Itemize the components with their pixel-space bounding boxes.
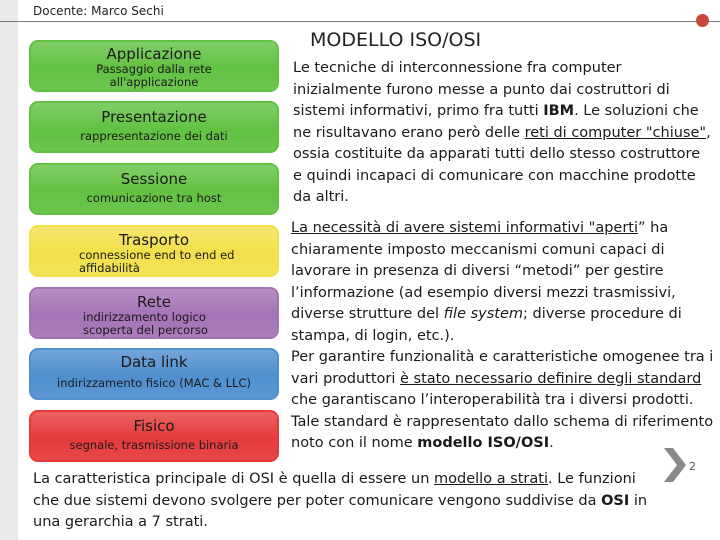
layer-name: Sessione: [120, 170, 188, 188]
layer-desc: Passaggio dalla rete all'applicazione: [96, 62, 212, 89]
text: . Le soluzioni che ne risultavano erano però delle: [293, 103, 699, 141]
text: , ossia costituite da apparati tutti dello stesso costruttore e quindi incapaci di comunicare con macchine prodotte da altri.: [293, 124, 711, 205]
layer-name: Presentazione: [101, 108, 207, 126]
bold-text: IBM: [543, 103, 575, 119]
chevron-right-icon[interactable]: [664, 448, 686, 482]
paragraph-strati: [33, 469, 665, 534]
underlined-text: modello a strati: [434, 471, 548, 487]
layer-data-link: [29, 348, 279, 400]
bold-text: OSI: [601, 492, 630, 509]
underlined-text: La necessità di avere sistemi informativi "aperti: [291, 220, 639, 236]
paragraph-aperti: [291, 218, 709, 347]
header-rule: [0, 21, 720, 22]
layer-rete: [29, 287, 279, 339]
layer-trasporto: [29, 225, 279, 277]
text: ; diverse procedure di stampa, di login, etc.).: [291, 306, 682, 344]
slide-title: MODELLO ISO/OSI: [310, 29, 482, 51]
paragraph-standard: [291, 347, 719, 455]
layer-desc: indirizzamento fisico (MAC & LLC): [57, 376, 251, 390]
text: ” ha chiaramente imposto meccanismi comuni capaci di lavorare in presenza di diversi “metodi” per gestire l’informazione (ad esempio diversi mezzi trasmissivi, diverse strutture del: [291, 220, 676, 322]
layer-presentazione: [29, 101, 279, 153]
layer-desc: segnale, trasmissione binaria: [69, 438, 239, 452]
layer-desc: connessione end to end ed affidabilità: [79, 248, 235, 275]
layer-sessione: [29, 163, 279, 215]
layer-name: Applicazione: [106, 45, 202, 63]
layer-name: Rete: [136, 293, 172, 311]
paragraph-intro: [293, 58, 713, 209]
layer-desc: rappresentazione dei dati: [80, 129, 228, 143]
text: La caratteristica principale di OSI è quella di essere un: [33, 471, 435, 487]
layer-name: Trasporto: [118, 231, 190, 249]
bold-text: modello ISO/OSI: [417, 435, 550, 451]
italic-text: file system: [443, 306, 524, 322]
text: Le tecniche di interconnessione fra computer inizialmente furono messe a punto dai costruttori di sistemi informativi, primo fra tutti: [293, 60, 670, 119]
text: che garantiscano l’interoperabilità tra i diversi prodotti. Tale standard è rappresentato dallo schema di riferimento noto con il nome: [291, 392, 714, 451]
link-reti-di-computer[interactable]: reti di computer: [524, 124, 646, 141]
text: . Le funzioni che due sistemi devono svolgere per poter comunicare vengono suddivise da: [33, 471, 636, 509]
docente-label: Docente: Marco Sechi: [33, 4, 164, 18]
underlined-text: è stato necessario definire degli standard: [400, 370, 702, 387]
layer-name: Data link: [120, 353, 188, 371]
text: .: [549, 435, 554, 451]
text: in una gerarchia a 7 strati.: [33, 492, 648, 530]
layer-fisico: [29, 410, 279, 462]
text: Per garantire funzionalità e caratteristiche omogenee tra i vari produttori: [291, 349, 714, 387]
link-chiuse[interactable]: "chiuse": [645, 124, 707, 141]
page-number: 2: [689, 460, 696, 473]
layer-desc: comunicazione tra host: [86, 191, 222, 205]
left-margin-bar: [0, 0, 18, 540]
accent-dot: [696, 14, 709, 27]
layer-name: Fisico: [133, 417, 175, 435]
layer-applicazione: [29, 40, 279, 92]
layer-desc: indirizzamento logico scoperta del percorso: [83, 310, 208, 337]
